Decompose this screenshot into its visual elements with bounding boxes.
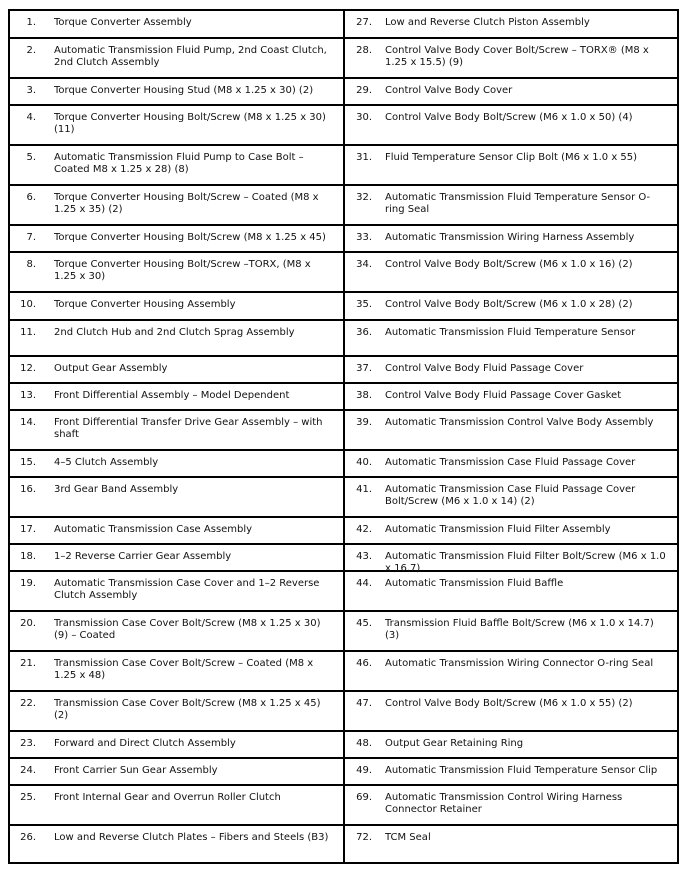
item-number: 1. (26, 17, 36, 28)
item-number: 6. (26, 192, 36, 203)
legend-row (10, 293, 343, 321)
legend-row (10, 321, 343, 357)
legend-row (10, 146, 343, 186)
item-number: 2. (26, 45, 36, 56)
item-number: 29. (356, 85, 372, 96)
item-description: Control Valve Body Cover (385, 85, 513, 96)
item-number: 43. (356, 551, 372, 562)
item-description: Output Gear Assembly (54, 363, 168, 374)
item-description: 1–2 Reverse Carrier Gear Assembly (54, 551, 232, 562)
legend-row (10, 692, 343, 732)
legend-row (10, 786, 343, 826)
legend-row (345, 106, 677, 146)
item-description: Automatic Transmission Fluid Pump to Case Bolt – Coated M8 x 1.25 x 28) (8) (54, 152, 304, 175)
item-description: Forward and Direct Clutch Assembly (54, 738, 236, 749)
item-number: 49. (356, 765, 372, 776)
item-number: 20. (20, 618, 36, 629)
item-number: 28. (356, 45, 372, 56)
item-number: 44. (356, 578, 372, 589)
item-number: 33. (356, 232, 372, 243)
item-description: Control Valve Body Bolt/Screw (M6 x 1.0 x 16) (2) (385, 259, 633, 270)
item-description: Automatic Transmission Control Valve Body Assembly (385, 417, 654, 428)
legend-row (10, 384, 343, 411)
legend-row (345, 786, 677, 826)
item-number: 40. (356, 457, 372, 468)
legend-row (345, 612, 677, 652)
legend-row (345, 451, 677, 478)
item-number: 31. (356, 152, 372, 163)
legend-row (345, 732, 677, 759)
item-number: 5. (26, 152, 36, 163)
legend-row (10, 612, 343, 652)
legend-row (10, 572, 343, 612)
item-number: 41. (356, 484, 372, 495)
legend-row (345, 384, 677, 411)
item-description: Control Valve Body Fluid Passage Cover Gasket (385, 390, 622, 401)
legend-row (10, 411, 343, 451)
item-number: 19. (20, 578, 36, 589)
legend-row (10, 39, 343, 79)
legend-row (345, 226, 677, 253)
item-number: 15. (20, 457, 36, 468)
item-description: Automatic Transmission Case Fluid Passage Cover (385, 457, 636, 468)
item-description: Transmission Case Cover Bolt/Screw – Coated (M8 x 1.25 x 48) (54, 658, 314, 681)
item-description: Front Differential Transfer Drive Gear Assembly – with shaft (54, 417, 323, 440)
item-number: 3. (26, 85, 36, 96)
item-description: Transmission Case Cover Bolt/Screw (M8 x 1.25 x 45) (2) (54, 698, 321, 721)
item-description: 3rd Gear Band Assembly (54, 484, 179, 495)
item-number: 37. (356, 363, 372, 374)
item-number: 8. (26, 259, 36, 270)
item-number: 35. (356, 299, 372, 310)
legend-row (345, 411, 677, 451)
legend-row (345, 357, 677, 384)
legend-row (10, 518, 343, 545)
item-description: Torque Converter Housing Bolt/Screw (M8 x 1.25 x 30) (11) (54, 112, 326, 135)
item-number: 45. (356, 618, 372, 629)
item-number: 39. (356, 417, 372, 428)
item-description: Automatic Transmission Fluid Temperature Sensor O-ring Seal (385, 192, 651, 215)
item-number: 24. (20, 765, 36, 776)
item-number: 22. (20, 698, 36, 709)
legend-row (10, 106, 343, 146)
legend-row (10, 11, 343, 39)
item-description: Control Valve Body Bolt/Screw (M6 x 1.0 x 28) (2) (385, 299, 633, 310)
item-description: Torque Converter Housing Bolt/Screw (M8 x 1.25 x 45) (54, 232, 326, 243)
legend-row (345, 652, 677, 692)
item-number: 21. (20, 658, 36, 669)
item-description: Control Valve Body Bolt/Screw (M6 x 1.0 x 50) (4) (385, 112, 633, 123)
item-number: 18. (20, 551, 36, 562)
item-number: 23. (20, 738, 36, 749)
item-description: Automatic Transmission Control Wiring Harness Connector Retainer (385, 792, 623, 815)
item-description: TCM Seal (385, 832, 431, 843)
item-description: Torque Converter Assembly (54, 17, 192, 28)
item-description: 2nd Clutch Hub and 2nd Clutch Sprag Assembly (54, 327, 295, 338)
item-description: Automatic Transmission Fluid Baffle (385, 578, 564, 589)
legend-row (345, 321, 677, 357)
item-description: Automatic Transmission Wiring Connector O-ring Seal (385, 658, 654, 669)
item-number: 14. (20, 417, 36, 428)
item-description: Torque Converter Housing Assembly (54, 299, 236, 310)
item-number: 69. (356, 792, 372, 803)
legend-row (10, 545, 343, 572)
item-number: 12. (20, 363, 36, 374)
item-description: Front Differential Assembly – Model Dependent (54, 390, 290, 401)
item-number: 72. (356, 832, 372, 843)
item-description: Control Valve Body Fluid Passage Cover (385, 363, 584, 374)
item-description: Low and Reverse Clutch Piston Assembly (385, 17, 590, 28)
item-number: 13. (20, 390, 36, 401)
item-description: Automatic Transmission Wiring Harness Assembly (385, 232, 635, 243)
legend-row (10, 759, 343, 786)
legend-row (345, 545, 677, 572)
item-number: 48. (356, 738, 372, 749)
item-description: Torque Converter Housing Stud (M8 x 1.25 x 30) (2) (54, 85, 314, 96)
item-number: 26. (20, 832, 36, 843)
item-number: 42. (356, 524, 372, 535)
legend-row (10, 652, 343, 692)
item-description: Control Valve Body Cover Bolt/Screw – TORX® (M8 x 1.25 x 15.5) (9) (385, 45, 649, 68)
item-description: Torque Converter Housing Bolt/Screw –TORX, (M8 x 1.25 x 30) (54, 259, 311, 282)
legend-row (10, 79, 343, 106)
item-number: 16. (20, 484, 36, 495)
legend-row (10, 451, 343, 478)
item-description: Front Carrier Sun Gear Assembly (54, 765, 218, 776)
item-description: Automatic Transmission Fluid Pump, 2nd Coast Clutch, 2nd Clutch Assembly (54, 45, 327, 68)
legend-row (345, 478, 677, 518)
item-description: Automatic Transmission Case Cover and 1–2 Reverse Clutch Assembly (54, 578, 320, 601)
item-description: Automatic Transmission Fluid Filter Bolt/Screw (M6 x 1.0 x 16.7) (385, 551, 666, 574)
item-description: Fluid Temperature Sensor Clip Bolt (M6 x 1.0 x 55) (385, 152, 638, 163)
item-description: Control Valve Body Bolt/Screw (M6 x 1.0 x 55) (2) (385, 698, 633, 709)
legend-row (345, 79, 677, 106)
legend-row (345, 186, 677, 226)
item-description: Output Gear Retaining Ring (385, 738, 524, 749)
legend-row (345, 572, 677, 612)
item-description: Automatic Transmission Fluid Temperature Sensor Clip (385, 765, 658, 776)
item-number: 11. (20, 327, 36, 338)
item-description: Front Internal Gear and Overrun Roller Clutch (54, 792, 281, 803)
item-number: 30. (356, 112, 372, 123)
item-number: 46. (356, 658, 372, 669)
legend-row (345, 759, 677, 786)
legend-row (345, 11, 677, 39)
legend-row (345, 253, 677, 293)
legend-row (345, 692, 677, 732)
item-number: 10. (20, 299, 36, 310)
legend-column-left (10, 11, 345, 862)
item-description: Transmission Fluid Baffle Bolt/Screw (M6 x 1.0 x 14.7) (3) (385, 618, 654, 641)
legend-row (10, 826, 343, 854)
item-number: 32. (356, 192, 372, 203)
item-number: 38. (356, 390, 372, 401)
item-number: 7. (26, 232, 36, 243)
legend-row (10, 186, 343, 226)
item-number: 25. (20, 792, 36, 803)
item-number: 47. (356, 698, 372, 709)
legend-column-right (345, 11, 677, 862)
item-number: 36. (356, 327, 372, 338)
item-description: Automatic Transmission Fluid Filter Assembly (385, 524, 611, 535)
legend-row (345, 518, 677, 545)
item-description: 4–5 Clutch Assembly (54, 457, 159, 468)
item-description: Automatic Transmission Case Assembly (54, 524, 253, 535)
item-number: 4. (26, 112, 36, 123)
item-description: Transmission Case Cover Bolt/Screw (M8 x 1.25 x 30) (9) – Coated (54, 618, 321, 641)
item-number: 17. (20, 524, 36, 535)
legend-row (10, 732, 343, 759)
item-description: Automatic Transmission Case Fluid Passage Cover Bolt/Screw (M6 x 1.0 x 14) (2) (385, 484, 636, 507)
legend-row (10, 226, 343, 253)
item-number: 27. (356, 17, 372, 28)
item-description: Automatic Transmission Fluid Temperature Sensor (385, 327, 636, 338)
legend-row (10, 357, 343, 384)
item-number: 34. (356, 259, 372, 270)
legend-row (345, 39, 677, 79)
item-description: Torque Converter Housing Bolt/Screw – Coated (M8 x 1.25 x 35) (2) (54, 192, 319, 215)
item-description: Low and Reverse Clutch Plates – Fibers and Steels (B3) (54, 832, 329, 843)
parts-legend-table (8, 9, 679, 864)
legend-row (345, 826, 677, 854)
legend-row (345, 146, 677, 186)
legend-row (345, 293, 677, 321)
legend-row (10, 253, 343, 293)
legend-row (10, 478, 343, 518)
